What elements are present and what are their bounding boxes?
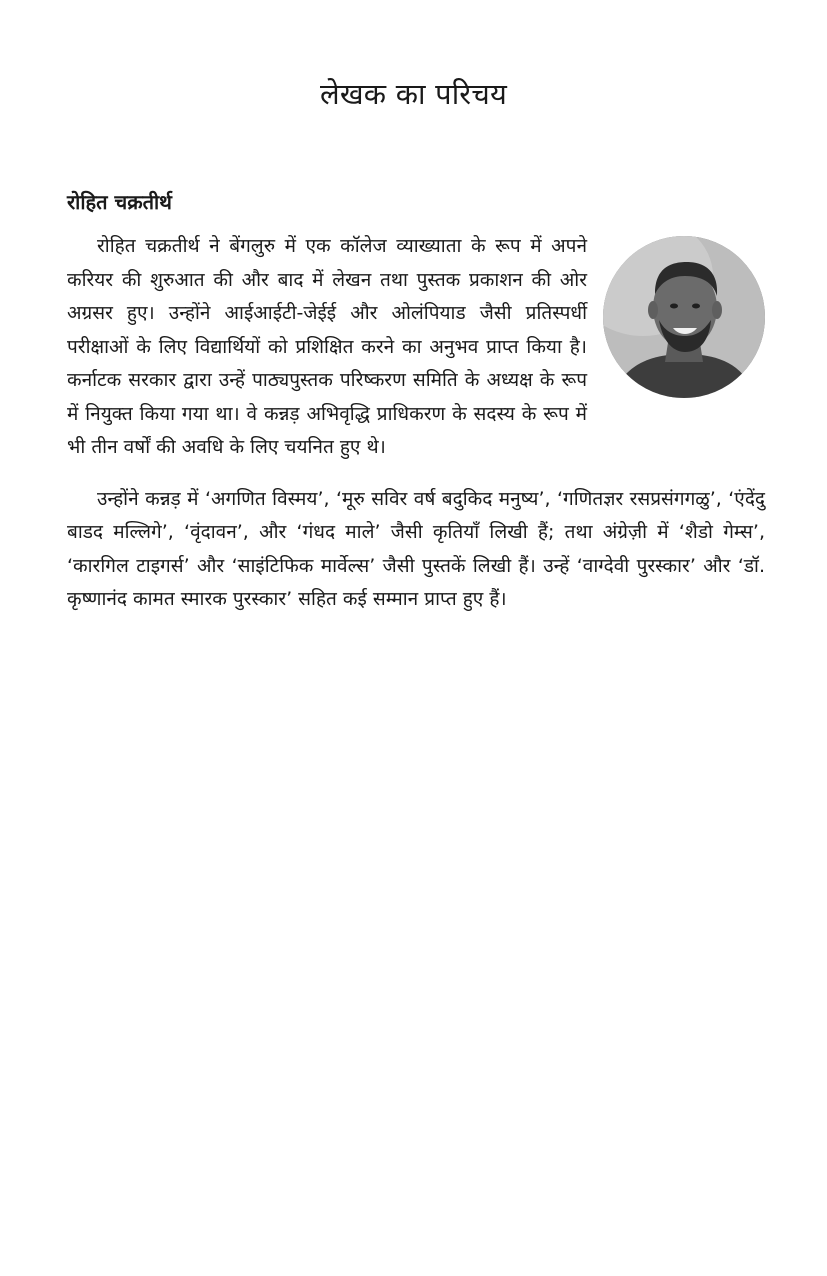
author-photo — [603, 236, 765, 398]
author-bio — [67, 230, 765, 617]
page-title: लेखक का परिचय — [320, 77, 507, 111]
author-name: रोहित चक्रतीर्थ — [67, 190, 172, 214]
bio-paragraph: रोहित चक्रतीर्थ ने बेंगलुरु में एक कॉलेज व्याख्याता के रूप में अपने करियर की शुरुआत की और बाद में लेखन तथा पुस्तक प्रकाशन की ओर अग्रसर हुए। उन्होंने आईआईटी-जेईई और ओलंपियाड जैसी प्रतिस्पर्धी परीक्षाओं के लिए विद्यार्थियों को प्रशिक्षित करने का अनुभव प्राप्त किया है। कर्नाटक सरकार द्वारा उन्हें पाठ्यपुस्तक परिष्करण समिति के अध्यक्ष के रूप में नियुक्त किया गया था। वे कन्नड़ अभिवृद्धि प्राधिकरण के सदस्य के रूप में भी तीन वर्षों की अवधि के लिए चयनित हुए थे। — [67, 235, 587, 458]
bio-paragraph: उन्होंने कन्नड़ में ‘अगणित विस्मय’, ‘मूरु सविर वर्ष बदुकिद मनुष्य’, ‘गणितज्ञर रसप्रसंगगळु’, ‘एंदेंदु बाडद मल्लिगे’, ‘वृंदावन’, और ‘गंधद माले’ जैसी कृतियाँ लिखी हैं; तथा अंग्रेज़ी में ‘शैडो गेम्स’, ‘कारगिल टाइगर्स’ और ‘साइंटिफिक मार्वेल्स’ जैसी पुस्तकें लिखी हैं। उन्हें ‘वाग्देवी पुरस्कार’ और ‘डॉ. कृष्णानंद कामत स्मारक पुरस्कार’ सहित कई सम्मान प्राप्त हुए हैं। — [67, 487, 765, 610]
author-portrait-icon — [603, 236, 765, 398]
